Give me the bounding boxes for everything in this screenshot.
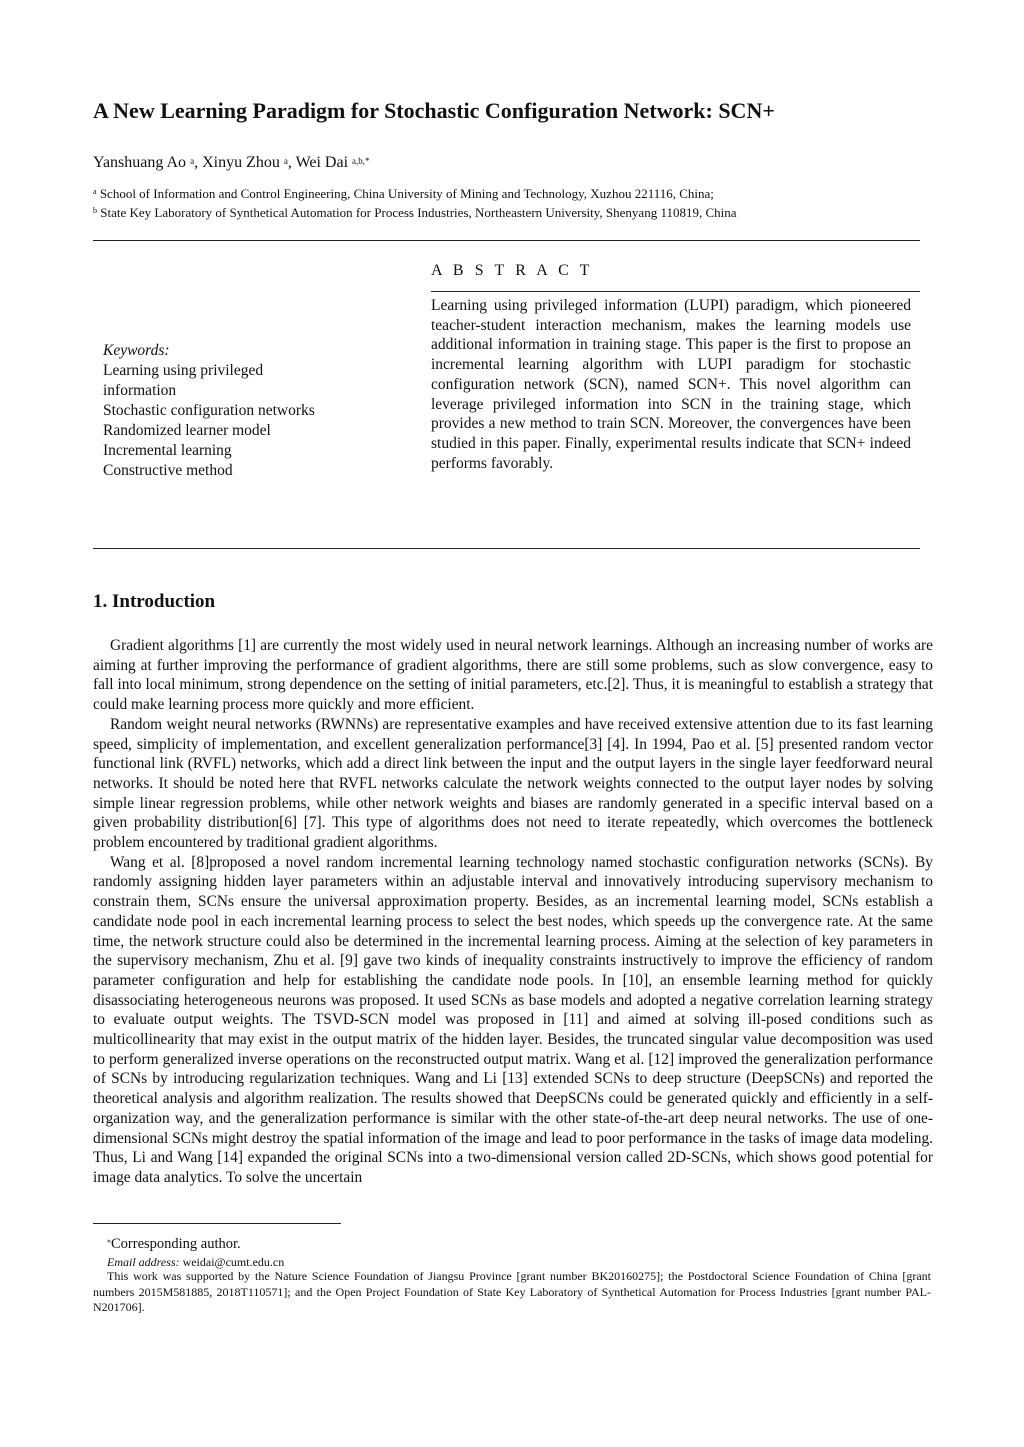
top-divider <box>93 240 920 241</box>
footnote-divider <box>93 1223 341 1224</box>
email-label: Email address: <box>107 1255 180 1269</box>
author-affiliation-mark: a <box>190 156 195 166</box>
keyword-item: Incremental learning <box>103 442 232 459</box>
author-name: Wei Dai <box>295 154 349 171</box>
keyword-item: Learning using privileged <box>103 362 264 379</box>
bottom-divider <box>93 548 920 549</box>
author-list <box>93 152 370 174</box>
keyword-item: Stochastic configuration networks <box>103 402 315 419</box>
funding-note: This work was supported by the Nature Science Foundation of Jiangsu Province [grant number BK20160275]; the Postdoctoral Science Foundation of China [grant numbers 2015M581885, 2018T110571]; and the Open Project Foundation of State Key Laboratory of Synthetical Automation for Process Industries [grant number PAL-N201706]. <box>93 1269 931 1314</box>
author-name: Yanshuang Ao <box>93 154 187 171</box>
affiliation-text: School of Information and Control Engineering, China University of Mining and Technology, Xuzhou 221116, China; <box>99 186 714 201</box>
author-affiliation-mark: a,b,* <box>352 156 370 166</box>
abstract-heading: A B S T R A C T <box>431 262 594 279</box>
affiliation-mark: b <box>93 206 97 215</box>
affiliation-b <box>93 204 737 222</box>
affiliation-a <box>93 185 714 203</box>
author-affiliation-mark: a <box>283 156 288 166</box>
paper-title: A New Learning Paradigm for Stochastic Configuration Network: SCN+ <box>93 98 775 123</box>
affiliation-text: State Key Laboratory of Synthetical Automation for Process Industries, Northeastern University, Shenyang 110819, China <box>100 205 737 220</box>
corresponding-mark: * <box>107 1238 111 1247</box>
body-paragraph: Gradient algorithms [1] are currently the most widely used in neural network learnings. Although an increasing number of works are aiming at further improving the performance of gradient algorithms, there are still some problems, such as slow convergence, easy to fall into local minimum, strong dependence on the setting of initial parameters, etc.[2]. Thus, it is meaningful to establish a strategy that could make learning process more quickly and more efficient. <box>93 637 933 714</box>
keyword-item: Constructive method <box>103 462 233 479</box>
keywords-label: Keywords: <box>103 342 170 359</box>
corresponding-note <box>107 1235 241 1253</box>
keyword-item: information <box>103 382 177 399</box>
author-separator: , <box>194 154 203 171</box>
email-note <box>107 1254 284 1270</box>
email-address[interactable]: weidai@cumt.edu.cn <box>182 1255 285 1269</box>
corresponding-text: Corresponding author. <box>111 1236 241 1252</box>
body-paragraph: Random weight neural networks (RWNNs) are representative examples and have received extensive attention due to its fast learning speed, simplicity of implementation, and excellent generalization performance[3] [4]. In 1994, Pao et al. [5] presented random vector functional link (RVFL) networks, which add a direct link between the input and the output layers in the single layer feedforward neural networks. It should be noted here that RVFL networks calculate the network weights connected to the output layer nodes by solving simple linear regression problems, while other network weights and biases are randomly generated in a specific interval based on a given probability distribution[6] [7]. This type of algorithms does not need to iterate repeatedly, which overcomes the bottleneck problem encountered by traditional gradient algorithms. <box>93 715 933 852</box>
abstract-text: Learning using privileged information (LUPI) paradigm, which pioneered teacher-student interaction mechanism, makes the learning models use additional information in training stage. This paper is the first to propose an incremental learning algorithm with LUPI paradigm for stochastic configuration network (SCN), named SCN+. This novel algorithm can leverage privileged information into SCN in the training stage, which provides a new method to train SCN. Moreover, the convergences have been studied in this paper. Finally, experimental results indicate that SCN+ indeed performs favorably. <box>431 297 911 472</box>
author-separator: , <box>287 154 296 171</box>
section-body <box>93 636 933 1188</box>
body-paragraph: Wang et al. [8]proposed a novel random incremental learning technology named stochastic configuration networks (SCNs). By randomly assigning hidden layer parameters within an adjustable interval and innovatively introducing supervisory mechanism to constrain them, SCNs ensure the universal approximation property. Besides, as an incremental learning model, SCNs establish a candidate node pool in each incremental learning process to select the best nodes, which speeds up the convergence rate. At the same time, the network structure could also be determined in the incremental learning process. Aiming at the selection of key parameters in the supervisory mechanism, Zhu et al. [9] gave two kinds of inequality constraints instructively to improve the efficiency of random parameter configuration and help for establishing the candidate node pools. In [10], an ensemble learning method for quickly disassociating heterogeneous neurons was proposed. It used SCNs as base models and adopted a negative correlation learning strategy to evaluate output weights. The TSVD-SCN model was proposed in [11] and aimed at solving ill-posed conditions such as multicollinearity that may exist in the output matrix of the hidden layer. Besides, the truncated singular value decomposition was used to perform generalized inverse operations on the reconstructed output matrix. Wang et al. [12] improved the generalization performance of SCNs by introducing regularization techniques. Wang and Li [13] extended SCNs to deep structure (DeepSCNs) and reported the theoretical analysis and algorithm realization. The results showed that DeepSCNs could be generated quickly and efficiently in a self-organization way, and the generalization performance is similar with the other state-of-the-art deep neural networks. The use of one-dimensional SCNs might destroy the spatial information of the image and lead to poor performance in the tasks of image data modeling. Thus, Li and Wang [14] expanded the original SCNs into a two-dimensional version called 2D-SCNs, which shows good potential for image data analytics. To solve the uncertain <box>93 853 933 1186</box>
keyword-item: Randomized learner model <box>103 422 271 439</box>
section-heading: 1. Introduction <box>93 591 216 612</box>
affiliation-mark: a <box>93 187 97 196</box>
author-name: Xinyu Zhou <box>202 154 280 171</box>
keywords-block <box>103 341 403 481</box>
abstract-divider <box>431 291 920 292</box>
